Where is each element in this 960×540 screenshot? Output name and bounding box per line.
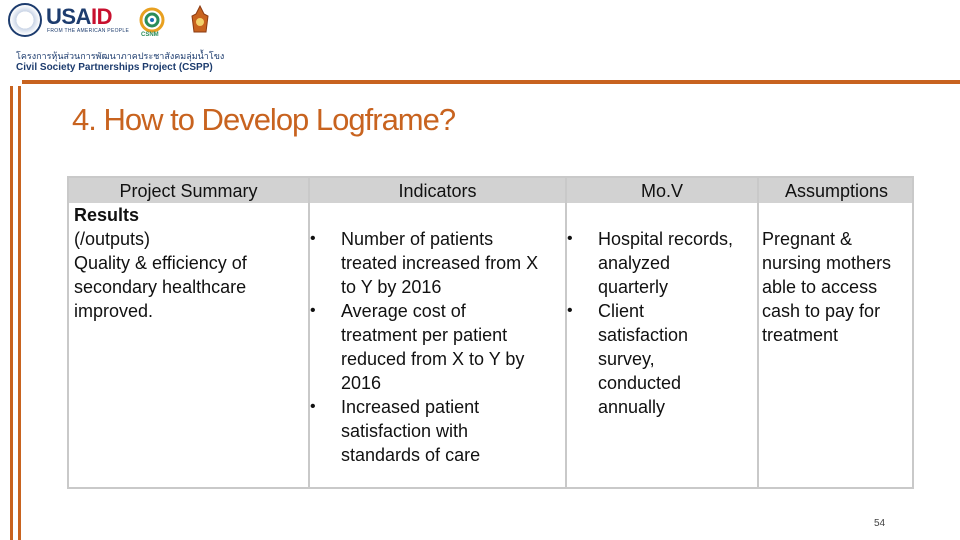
list-item xyxy=(308,227,563,299)
header-mov: Mo.V xyxy=(640,181,683,201)
usaid-tagline: FROM THE AMERICAN PEOPLE xyxy=(47,28,130,34)
indicator-line: standards of care xyxy=(341,445,481,465)
left-accent-bar-inner xyxy=(18,86,21,540)
assumption-line: Pregnant & xyxy=(762,229,853,249)
summary-line: secondary healthcare xyxy=(74,277,247,297)
list-item xyxy=(565,299,757,419)
assumption-line: cash to pay for xyxy=(762,301,881,321)
indicator-line: to Y by 2016 xyxy=(341,277,442,297)
left-accent-bar xyxy=(10,86,13,540)
indicator-line: • Increased patient xyxy=(341,397,480,417)
indicator-line: • Average cost of xyxy=(341,301,466,321)
indicators-cell xyxy=(308,227,563,467)
project-summary-cell xyxy=(74,203,304,323)
header-indicators: Indicators xyxy=(398,181,477,201)
page-number: 54 xyxy=(874,518,886,529)
logframe-table xyxy=(67,176,914,489)
header-assumptions: Assumptions xyxy=(784,181,889,201)
indicator-line: • Number of patients xyxy=(341,229,494,249)
assumption-line: treatment xyxy=(762,325,839,345)
mov-line: satisfaction xyxy=(598,325,689,345)
list-item xyxy=(565,227,757,299)
summary-line: Quality & efficiency of xyxy=(74,253,247,273)
list-item xyxy=(308,299,563,395)
header-project-summary: Project Summary xyxy=(119,181,258,201)
usaid-logo xyxy=(46,4,112,30)
header-divider xyxy=(22,80,960,84)
csnm-logo-icon xyxy=(138,6,166,34)
mov-line: • Client xyxy=(598,301,645,321)
slide-title: 4. How to Develop Logframe? xyxy=(72,102,456,137)
mov-line: survey, xyxy=(598,349,655,369)
mov-line: conducted xyxy=(598,373,682,393)
indicator-line: reduced from X to Y by xyxy=(341,349,525,369)
indicator-line: satisfaction with xyxy=(341,421,469,441)
thai-project-title: โครงการหุ้นส่วนการพัฒนาภาคประชาสังคมลุ่มน้ำโขง xyxy=(16,51,225,61)
assumptions-cell xyxy=(762,227,912,347)
assumption-line: able to access xyxy=(762,277,878,297)
results-heading: Results xyxy=(74,205,140,225)
mov-line: analyzed xyxy=(598,253,671,273)
summary-line: improved. xyxy=(74,301,154,321)
column-divider xyxy=(757,178,759,487)
assumption-line: nursing mothers xyxy=(762,253,892,273)
usaid-seal-icon xyxy=(8,3,42,37)
csnm-label: CSNM xyxy=(141,32,159,38)
mov-line: annually xyxy=(598,397,666,417)
indicator-line: treated increased from X xyxy=(341,253,539,273)
mov-line: • Hospital records, xyxy=(598,229,734,249)
indicator-line: 2016 xyxy=(341,373,382,393)
usaid-logo-text: USAID xyxy=(46,4,112,29)
project-title: Civil Society Partnerships Project (CSPP) xyxy=(16,62,213,73)
indicator-line: treatment per patient xyxy=(341,325,508,345)
list-item xyxy=(308,395,563,467)
university-emblem-icon xyxy=(188,4,212,36)
mov-cell xyxy=(565,227,757,419)
summary-line: (/outputs) xyxy=(74,229,151,249)
mov-line: quarterly xyxy=(598,277,669,297)
